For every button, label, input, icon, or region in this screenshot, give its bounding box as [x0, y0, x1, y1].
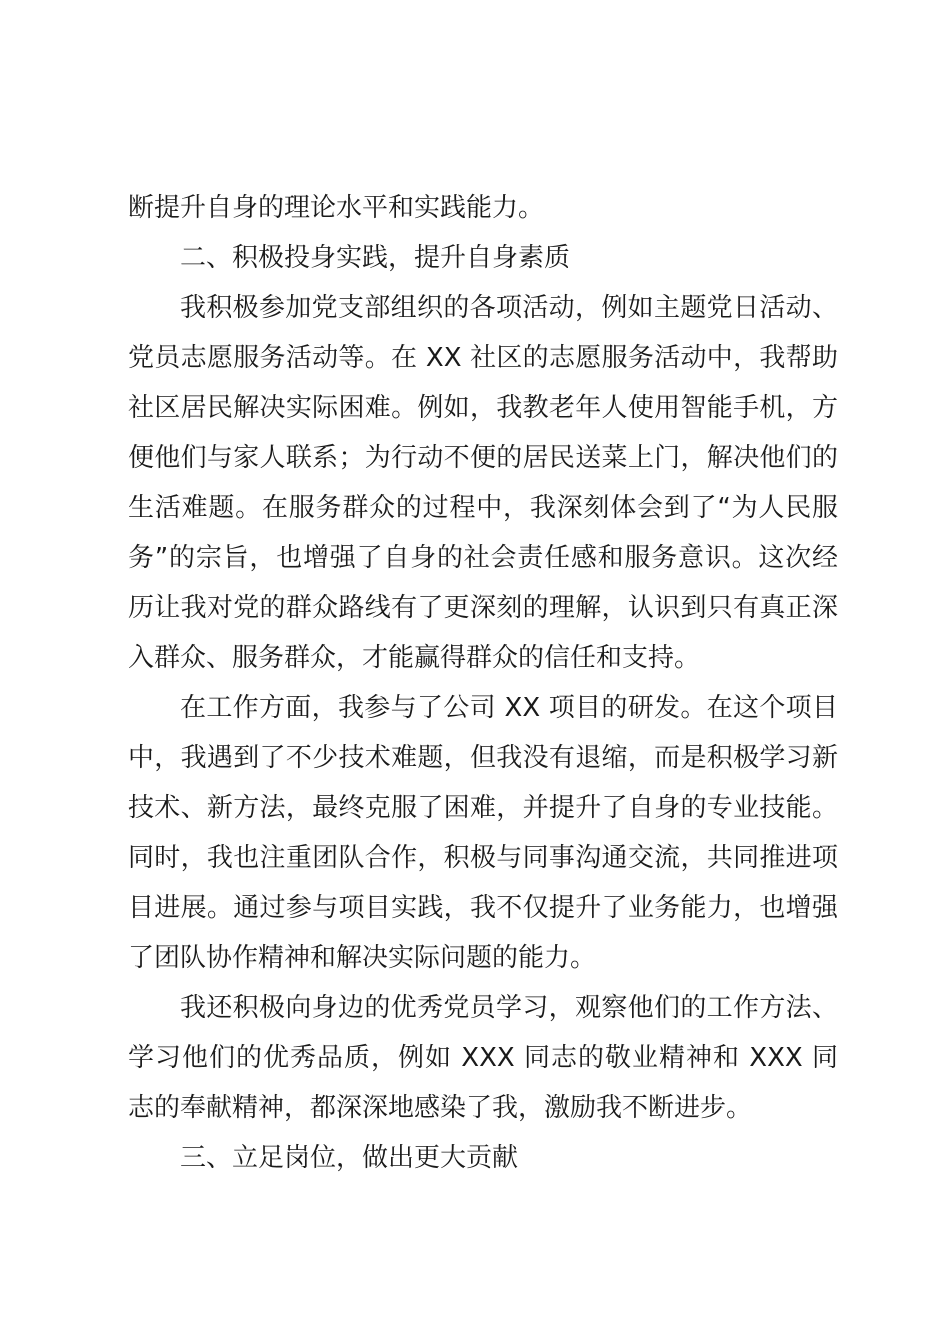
paragraph-work: 在工作方面，我参与了公司 XX 项目的研发。在这个项目中，我遇到了不少技术难题，但我没有退缩，而是积极学习新技术、新方法，最终克服了困难，并提升了自身的专业技能。同时，我也注重团队合作，积极与同事沟通交流，共同推进项目进展。通过参与项目实践，我不仅提升了业务能力，也增强了团队协作精神和解决实际问题的能力。	[128, 693, 838, 973]
document-body	[128, 183, 838, 1183]
paragraph-volunteer: 我积极参加党支部组织的各项活动，例如主题党日活动、党员志愿服务活动等。在 XX 社区的志愿服务活动中，我帮助社区居民解决实际困难。例如，我教老年人使用智能手机，方便他们与家人联系；为行动不便的居民送菜上门，解决他们的生活难题。在服务群众的过程中，我深刻体会到了“为人民服务”的宗旨，也增强了自身的社会责任感和服务意识。这次经历让我对党的群众路线有了更深刻的理解，认识到只有真正深入群众、服务群众，才能赢得群众的信任和支持。	[128, 293, 838, 673]
section-heading-2: 二、积极投身实践，提升自身素质	[180, 243, 571, 273]
section-heading-3: 三、立足岗位，做出更大贡献	[180, 1143, 519, 1173]
paragraph-learning: 我还积极向身边的优秀党员学习，观察他们的工作方法、学习他们的优秀品质，例如 XXX 同志的敬业精神和 XXX 同志的奉献精神，都深深地感染了我，激励我不断进步。	[128, 993, 838, 1123]
paragraph-continuation: 断提升自身的理论水平和实践能力。	[128, 193, 545, 223]
